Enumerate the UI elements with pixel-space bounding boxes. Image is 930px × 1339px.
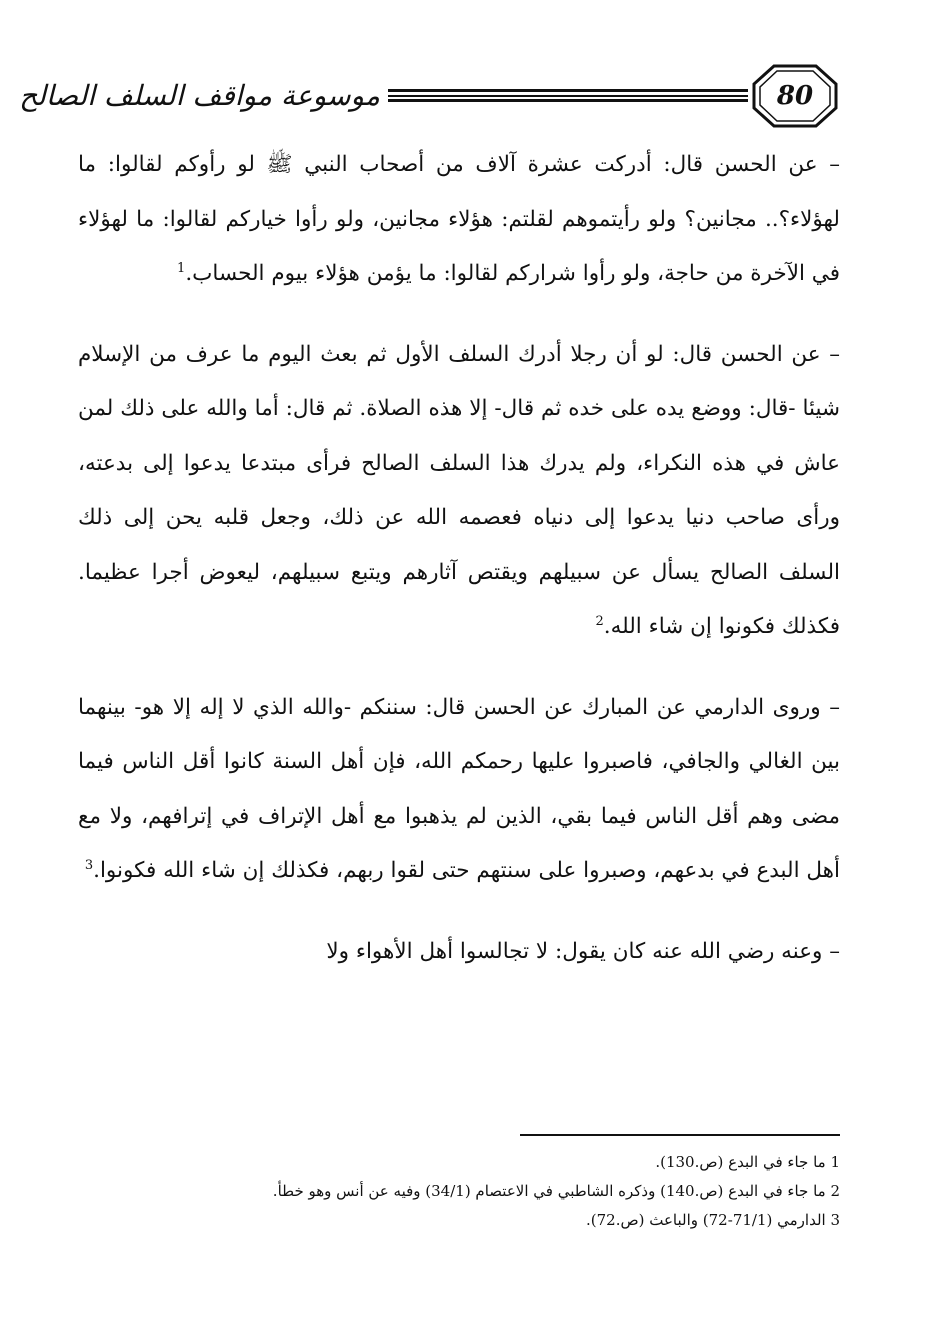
header-rule-thin bbox=[388, 95, 748, 97]
paragraph-2 bbox=[78, 328, 840, 655]
book-title: موسوعة مواقف السلف الصالح bbox=[19, 79, 380, 112]
footnote-1: 1 ما جاء في البدع (ص.130). bbox=[655, 1153, 840, 1171]
paragraph-1 bbox=[78, 138, 840, 302]
footnote-ref-1: 1 bbox=[177, 260, 186, 276]
paragraph-1-text: – عن الحسن قال: أدركت عشرة آلاف من أصحاب النبي ﷺ لو رأوكم لقالوا: ما لهؤلاء؟.. مجانين؟ ولو رأيتموهم لقلتم: هؤلاء مجانين، ولو رأوا خياركم لقالوا: ما لهؤلاء في الآخرة من حاجة، ولو رأوا شراركم لقالوا: ما يؤمن هؤلاء بيوم الحساب. bbox=[78, 152, 840, 286]
paragraph-4-text: – وعنه رضي الله عنه كان يقول: لا تجالسوا أهل الأهواء ولا bbox=[326, 938, 840, 964]
page-header bbox=[19, 62, 840, 130]
footnote-ref-3: 3 bbox=[84, 857, 94, 873]
header-rule-thick-top bbox=[388, 89, 748, 92]
footnotes bbox=[120, 1148, 840, 1235]
main-text bbox=[78, 138, 840, 979]
footnote-2: 2 ما جاء في البدع (ص.140) وذكره الشاطبي في الاعتصام (34/1) وفيه عن أنس وهو خطأ. bbox=[272, 1182, 840, 1200]
header-rule-thick-bottom bbox=[388, 99, 748, 102]
paragraph-2-text: – عن الحسن قال: لو أن رجلا أدرك السلف الأول ثم بعث اليوم ما عرف من الإسلام شيئا -قال: ووضع يده على خده ثم قال- إلا هذه الصلاة. ثم قال: أما والله على ذلك لمن عاش في هذه النكراء، ولم يدرك هذا السلف الصالح فرأى مبتدعا يدعوا إلى بدعته، ورأى صاحب دنيا يدعوا إلى دنياه فعصمه الله عن ذلك، وجعل قلبه يحن إلى ذلك السلف الصالح يسأل عن سبيلهم ويقتص آثارهم ويتبع سبيلهم، ليعوض أجرا عظيما. فكذلك فكونوا إن شاء الله. bbox=[78, 341, 840, 639]
page-number-badge bbox=[750, 62, 840, 130]
footnote-separator bbox=[520, 1134, 840, 1136]
footnote-ref-2: 2 bbox=[595, 613, 604, 629]
paragraph-3 bbox=[78, 681, 840, 899]
page-number: 80 bbox=[776, 81, 814, 111]
footnote-3: 3 الدارمي (71/1-72) والباعث (ص.72). bbox=[586, 1211, 840, 1229]
paragraph-4 bbox=[78, 925, 840, 980]
paragraph-3-text: – وروى الدارمي عن المبارك عن الحسن قال: سننكم -والله الذي لا إله إلا هو- بينهما بين الغالي والجافي، فاصبروا عليها رحمكم الله، فإن أهل السنة كانوا أقل الناس فيما مضى وهم أقل الناس فيما بقي، الذين لم يذهبوا مع أهل الإتراف في إترافهم، ولا مع أهل البدع في بدعهم، وصبروا على سنتهم حتى لقوا ربهم، فكذلك إن شاء الله فكونوا. bbox=[78, 694, 840, 883]
